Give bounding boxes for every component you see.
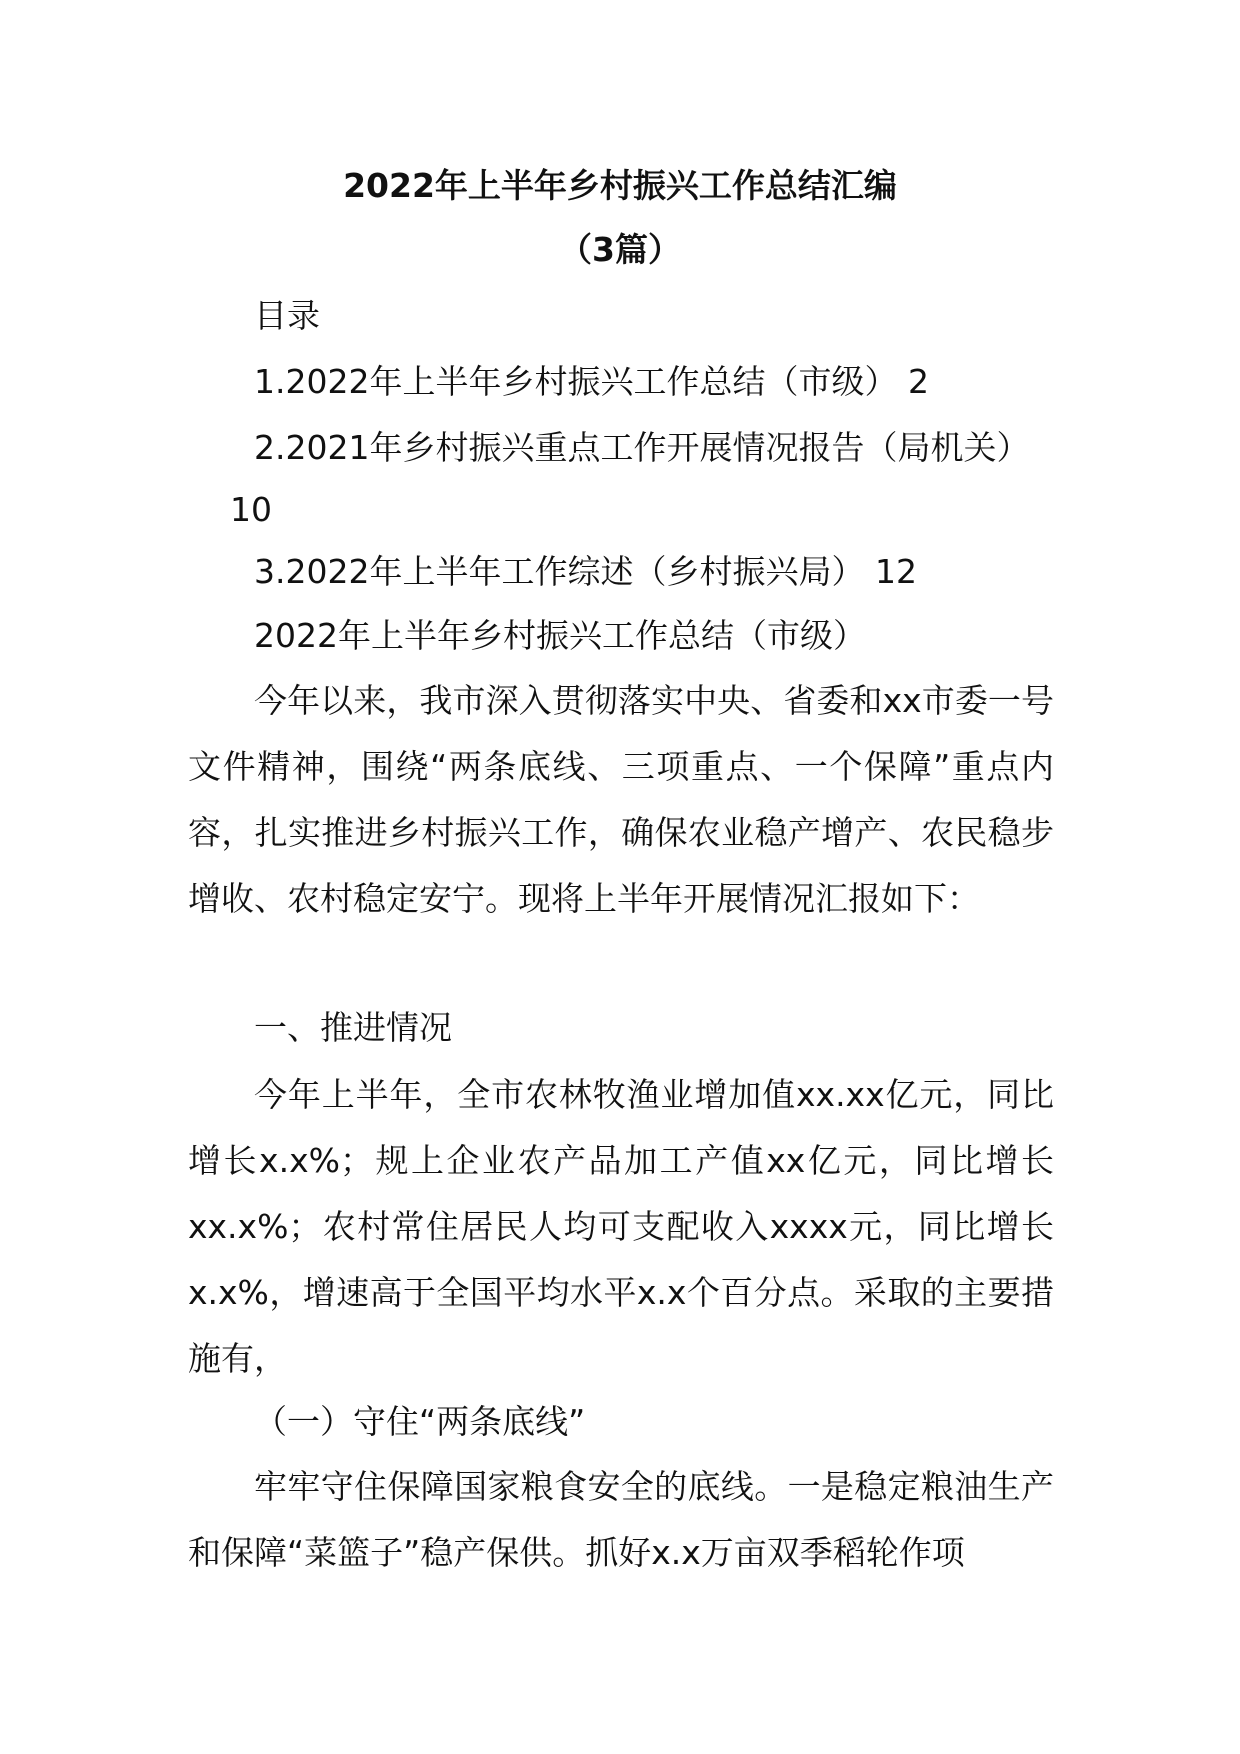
toc-item-2: 2.2021年乡村振兴重点工作开展情况报告（局机关） <box>254 428 1030 467</box>
document-title: 2022年上半年乡村振兴工作总结汇编 <box>343 166 897 205</box>
toc-item-2-page: 10 <box>230 490 272 529</box>
heading-two-bottom-lines: （一）守住“两条底线” <box>254 1402 586 1441</box>
document-subtitle: （3篇） <box>559 230 681 269</box>
toc-item-1: 1.2022年上半年乡村振兴工作总结（市级） 2 <box>254 362 929 401</box>
heading-progress: 一、推进情况 <box>254 1008 452 1047</box>
intro-paragraph: 今年以来，我市深入贯彻落实中央、省委和xx市委一号文件精神，围绕“两条底线、三项重点、一个保障”重点内容，扎实推进乡村振兴工作，确保农业稳产增产、农民稳步增收、农村稳定安宁。现将上半年开展情况汇报如下： <box>188 681 1054 918</box>
bottom-lines-paragraph: 牢牢守住保障国家粮食安全的底线。一是稳定粮油生产和保障“菜篮子”稳产保供。抓好x.x万亩双季稻轮作项 <box>188 1467 1054 1572</box>
toc-heading: 目录 <box>254 296 320 335</box>
progress-paragraph: 今年上半年，全市农林牧渔业增加值xx.xx亿元，同比增长x.x%；规上企业农产品加工产值xx亿元，同比增长xx.x%；农村常住居民人均可支配收入xxxx元，同比增长x.x%，增速高于全国平均水平x.x个百分点。采取的主要措施有， <box>188 1075 1054 1378</box>
section-title: 2022年上半年乡村振兴工作总结（市级） <box>254 616 866 655</box>
toc-item-3: 3.2022年上半年工作综述（乡村振兴局） 12 <box>254 552 917 591</box>
